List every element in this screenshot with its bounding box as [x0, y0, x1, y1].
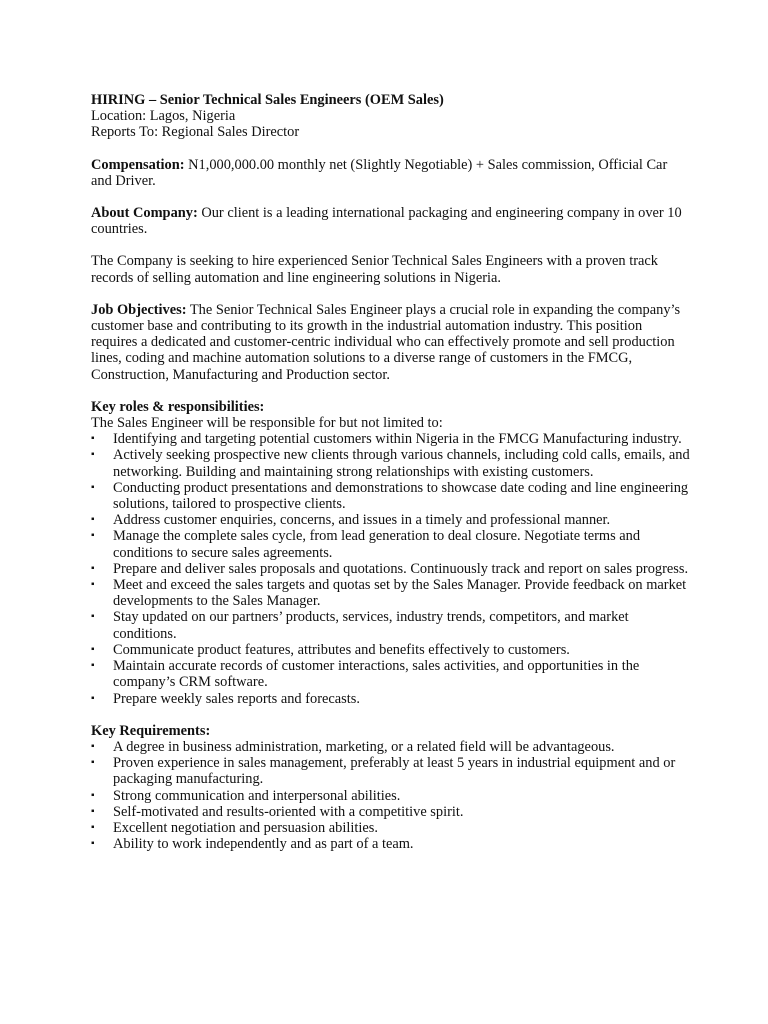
header-section [91, 92, 691, 141]
roles-list [91, 431, 691, 706]
list-item [91, 447, 691, 479]
list-item-text: Manage the complete sales cycle, from lead generation to deal closure. Negotiate terms and conditions to secure sales agreements. [113, 528, 641, 561]
about-paragraph [91, 205, 691, 237]
list-item-text: Maintain accurate records of customer interactions, sales activities, and opportunities in the company’s CRM software. [113, 658, 640, 691]
square-bullet-icon: ▪ [91, 481, 95, 493]
list-item-text: Ability to work independently and as part of a team. [113, 836, 414, 853]
list-item [91, 836, 691, 852]
square-bullet-icon: ▪ [91, 660, 95, 672]
compensation-section [91, 157, 691, 189]
list-item [91, 658, 691, 690]
list-item-text: Strong communication and interpersonal abilities. [113, 787, 401, 804]
square-bullet-icon: ▪ [91, 692, 95, 704]
list-item-text: Prepare and deliver sales proposals and quotations. Continuously track and report on sales progress. [113, 560, 689, 577]
objectives-paragraph [91, 302, 691, 383]
compensation-text: N1,000,000.00 monthly net (Slightly Negotiable) + Sales commission, Official Car and Driver. [91, 156, 668, 189]
roles-heading: Key roles & responsibilities: [91, 398, 265, 415]
roles-intro: The Sales Engineer will be responsible for but not limited to: [91, 415, 443, 432]
square-bullet-icon: ▪ [91, 805, 95, 817]
about-section [91, 205, 691, 237]
list-item-text: Meet and exceed the sales targets and quotas set by the Sales Manager. Provide feedback on market developments to the Sales Manager. [113, 577, 687, 610]
objectives-section [91, 302, 691, 383]
square-bullet-icon: ▪ [91, 838, 95, 850]
list-item-text: Self-motivated and results-oriented with a competitive spirit. [113, 803, 464, 820]
list-item-text: Address customer enquiries, concerns, and issues in a timely and professional manner. [113, 512, 611, 529]
list-item-text: Excellent negotiation and persuasion abilities. [113, 819, 378, 836]
requirements-heading: Key Requirements: [91, 722, 211, 739]
location-line: Location: Lagos, Nigeria [91, 108, 236, 125]
list-item-text: Communicate product features, attributes and benefits effectively to customers. [113, 641, 570, 658]
posting-title: HIRING – Senior Technical Sales Engineers (OEM Sales) [91, 92, 444, 108]
list-item [91, 528, 691, 560]
square-bullet-icon: ▪ [91, 433, 95, 445]
square-bullet-icon: ▪ [91, 530, 95, 542]
list-item [91, 609, 691, 641]
requirements-list [91, 739, 691, 852]
list-item-text: Actively seeking prospective new clients through various channels, including cold calls, emails, and networking. Building and maintaining strong relationships with existing customers. [113, 447, 690, 480]
objectives-text: The Senior Technical Sales Engineer plays a crucial role in expanding the company’s customer base and contributing to its growth in the industrial automation industry. This position requires a dedicated and customer-centric individual who can effectively promote and sell production lines, coding and machine automation solutions to a diverse range of customers in the FMCG, Construction, Manufacturing and Production sector. [91, 301, 681, 383]
list-item [91, 642, 691, 658]
job-posting-document [91, 92, 691, 852]
compensation-label: Compensation: [91, 156, 185, 173]
square-bullet-icon: ▪ [91, 757, 95, 769]
compensation-paragraph [91, 157, 691, 189]
square-bullet-icon: ▪ [91, 789, 95, 801]
objectives-label: Job Objectives: [91, 301, 187, 318]
list-item-text: Conducting product presentations and demonstrations to showcase date coding and line engineering solutions, tailored to prospective clients. [113, 479, 689, 513]
list-item [91, 691, 691, 707]
square-bullet-icon: ▪ [91, 579, 95, 591]
intro-paragraph: The Company is seeking to hire experienced Senior Technical Sales Engineers with a proven track records of selling automation and line engineering solutions in Nigeria. [91, 253, 658, 286]
list-item [91, 512, 691, 528]
list-item-text: A degree in business administration, marketing, or a related field will be advantageous. [113, 738, 615, 755]
list-item-text: Proven experience in sales management, preferably at least 5 years in industrial equipment and or packaging manufacturing. [113, 755, 676, 788]
list-item [91, 755, 691, 787]
list-item [91, 739, 691, 755]
list-item [91, 480, 691, 512]
list-item [91, 788, 691, 804]
list-item [91, 820, 691, 836]
list-item-text: Identifying and targeting potential customers within Nigeria in the FMCG Manufacturing industry. [113, 431, 682, 448]
square-bullet-icon: ▪ [91, 562, 95, 574]
about-label: About Company: [91, 205, 198, 222]
roles-section [91, 399, 691, 707]
intro-section [91, 253, 691, 285]
square-bullet-icon: ▪ [91, 821, 95, 833]
list-item [91, 804, 691, 820]
about-text: Our client is a leading international packaging and engineering company in over 10 countries. [91, 205, 682, 238]
square-bullet-icon: ▪ [91, 514, 95, 526]
list-item [91, 577, 691, 609]
list-item-text: Prepare weekly sales reports and forecasts. [113, 690, 360, 707]
list-item [91, 431, 691, 447]
requirements-section [91, 723, 691, 853]
list-item [91, 561, 691, 577]
reports-to-line: Reports To: Regional Sales Director [91, 124, 300, 141]
square-bullet-icon: ▪ [91, 643, 95, 655]
square-bullet-icon: ▪ [91, 449, 95, 461]
square-bullet-icon: ▪ [91, 611, 95, 623]
list-item-text: Stay updated on our partners’ products, services, industry trends, competitors, and market conditions. [113, 609, 629, 642]
square-bullet-icon: ▪ [91, 740, 95, 752]
